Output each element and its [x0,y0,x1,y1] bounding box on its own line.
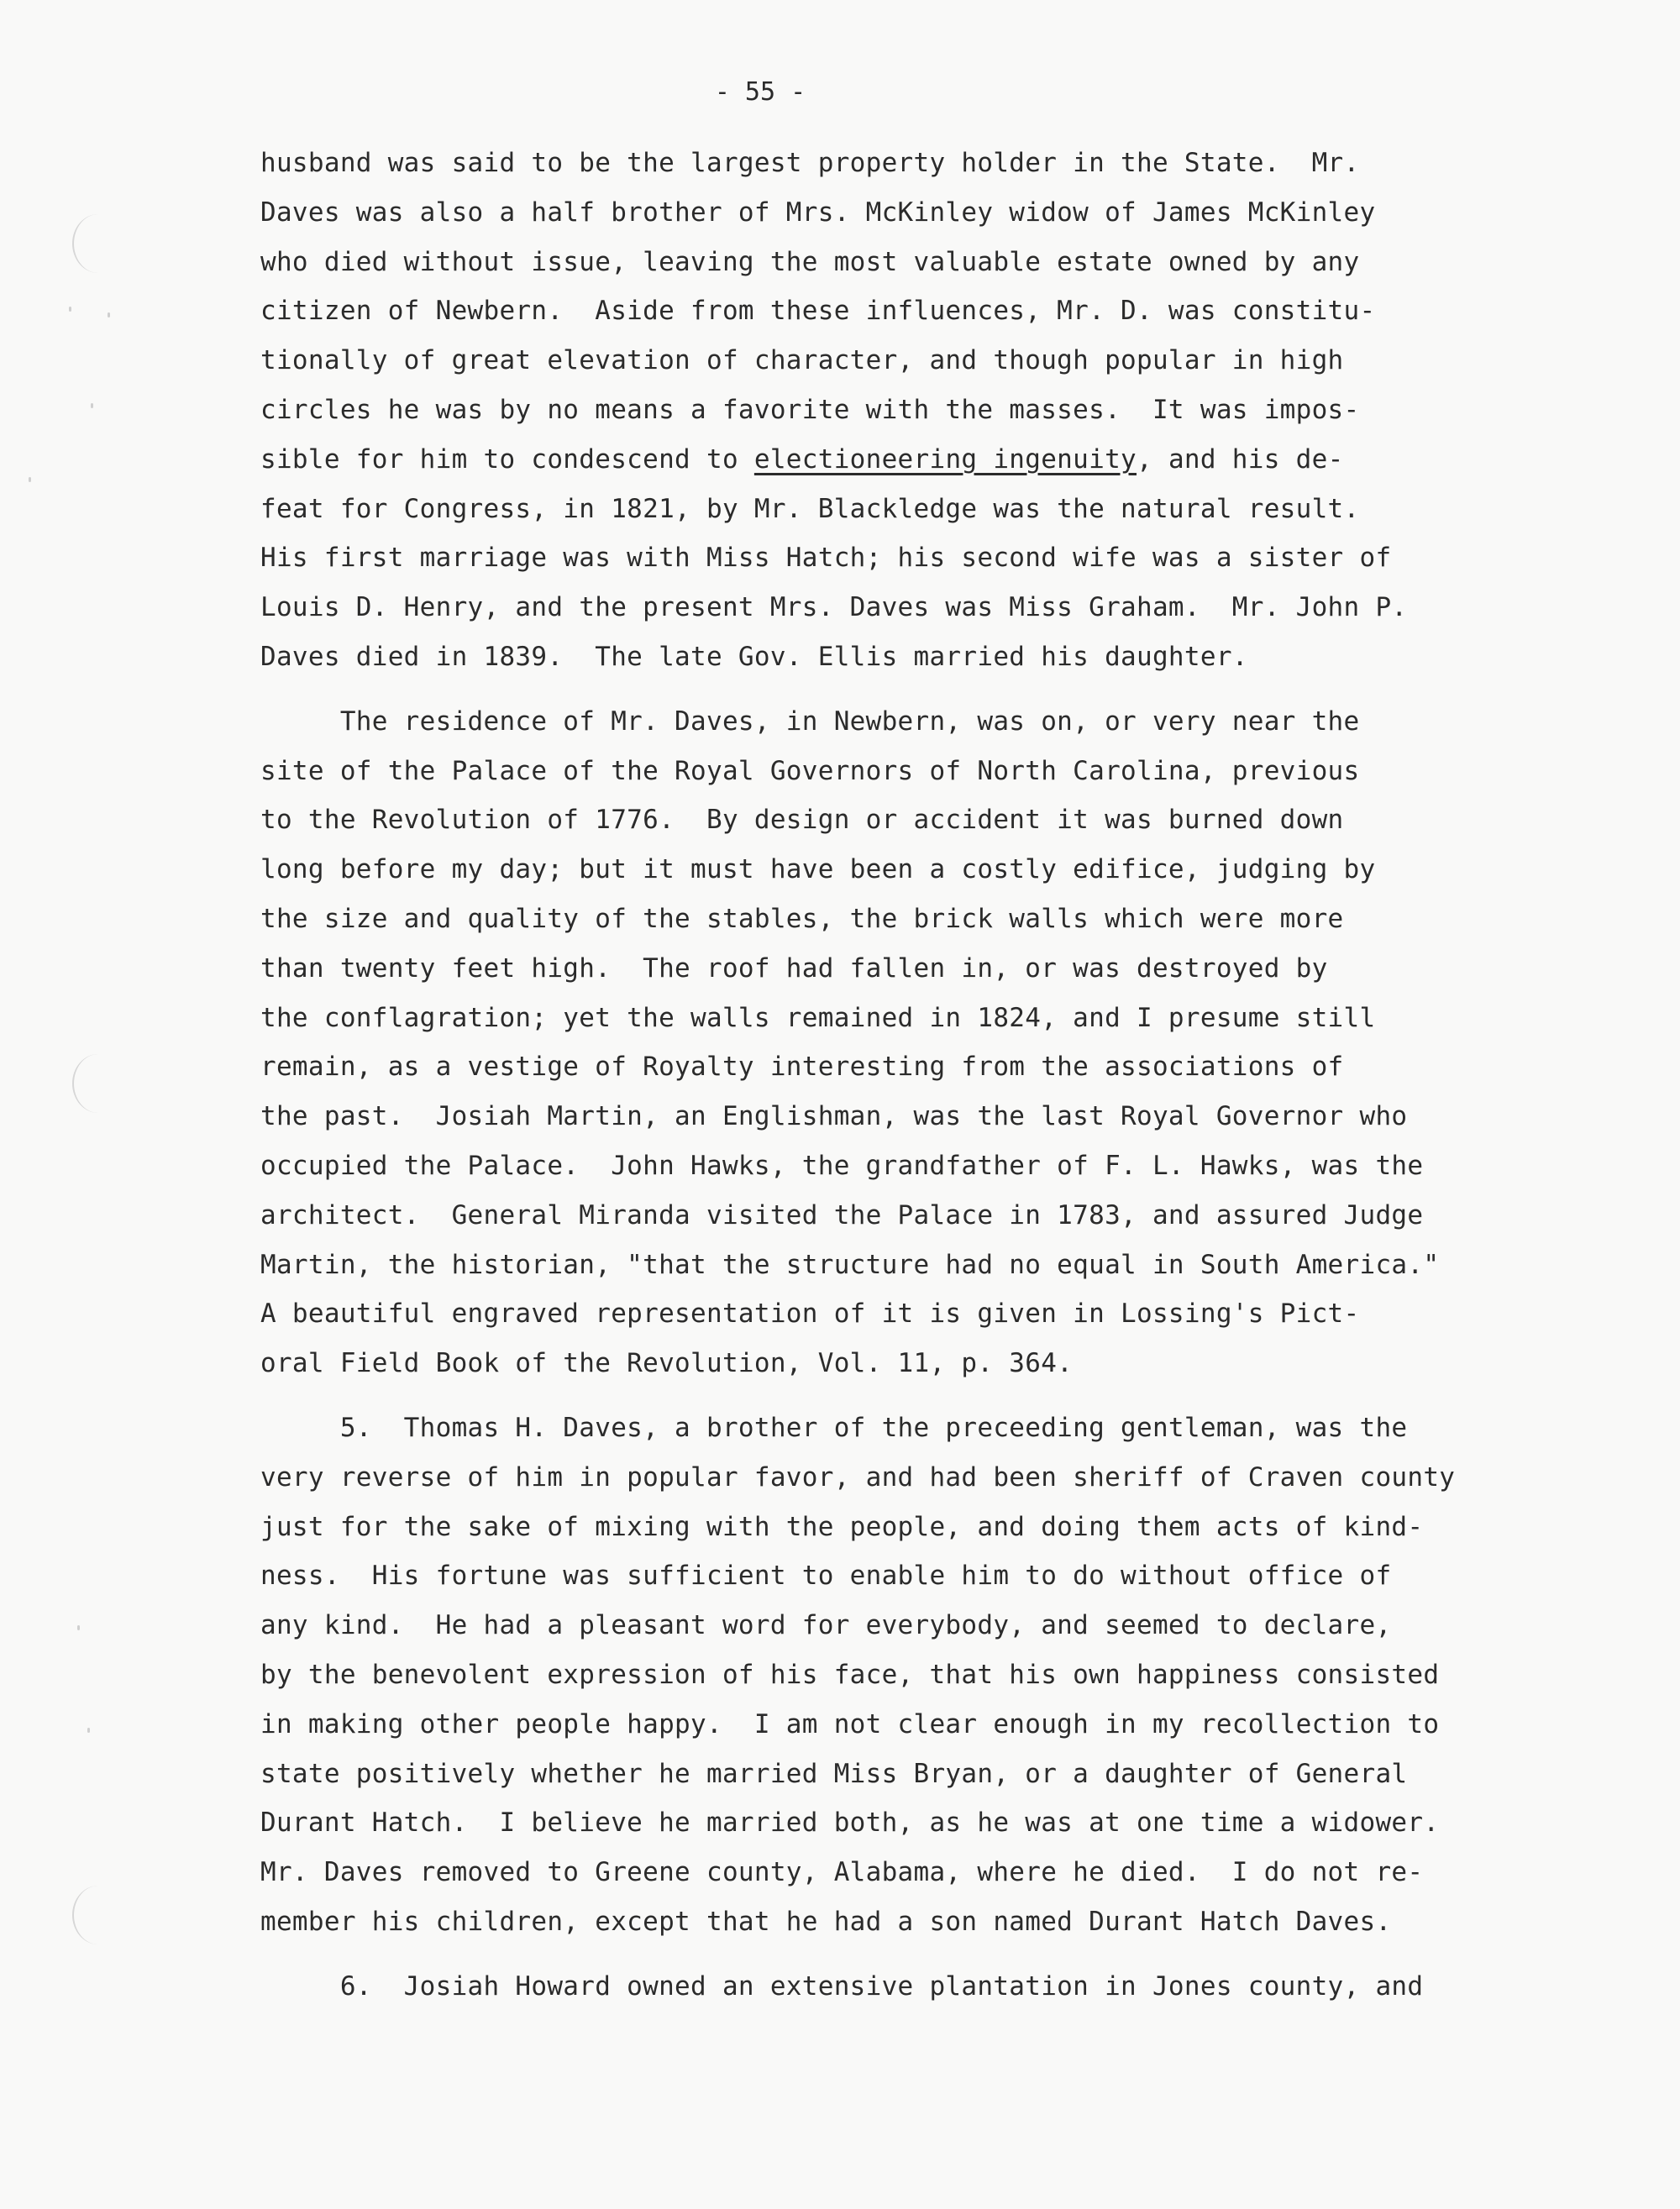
text-line: husband was said to be the largest property holder in the State. Mr. [260,148,1360,178]
paragraph-4 [260,1962,1520,2012]
text-line: by the benevolent expression of his face, that his own happiness consisted [260,1659,1440,1690]
punch-hole [72,1886,124,1944]
text-line: citizen of Newbern. Aside from these influences, Mr. D. was constitu- [260,296,1376,327]
text-line: the conflagration; yet the walls remained in 1824, and I presume still [260,1002,1376,1033]
text-line: tionally of great elevation of character, and though popular in high [260,345,1344,376]
text-line: state positively whether he married Miss Bryan, or a daughter of General [260,1758,1408,1789]
text-line: feat for Congress, in 1821, by Mr. Blackledge was the natural result. [260,493,1360,524]
text-line: 6. Josiah Howard owned an extensive plantation in Jones county, and [260,1970,1424,2002]
paragraph-1 [260,139,1520,682]
text-line: the size and quality of the stables, the brick walls which were more [260,903,1344,934]
text-line: long before my day; but it must have been a costly edifice, judging by [260,854,1376,885]
text-line: who died without issue, leaving the most valuable estate owned by any [260,246,1360,277]
text-line: site of the Palace of the Royal Governors of North Carolina, previous [260,755,1360,786]
text-line: ness. His fortune was sufficient to enable him to do without office of [260,1561,1392,1592]
paragraph-2 [260,697,1520,1388]
text-line: the past. Josiah Martin, an Englishman, was the last Royal Governor who [260,1101,1408,1132]
text-line: architect. General Miranda visited the Palace in 1783, and assured Judge [260,1199,1424,1230]
text-line: member his children, except that he had a son named Durant Hatch Daves. [260,1906,1392,1937]
text-line: A beautiful engraved representation of it is given in Lossing's Pict- [260,1299,1360,1330]
punch-hole [72,214,124,273]
text-line: Martin, the historian, "that the structure had no equal in South America." [260,1249,1440,1280]
text-segment: sible for him to condescend to [260,443,754,475]
text-line: remain, as a vestige of Royalty interesting from the associations of [260,1052,1344,1083]
text-line: any kind. He had a pleasant word for everybody, and seemed to declare, [260,1610,1392,1641]
text-line: Louis D. Henry, and the present Mrs. Daves was Miss Graham. Mr. John P. [260,592,1408,623]
page-number: - 55 - [714,77,806,107]
text-line: to the Revolution of 1776. By design or accident it was burned down [260,805,1344,836]
paragraph-3 [260,1404,1520,1947]
text-line: oral Field Book of the Revolution, Vol. 11, p. 364. [260,1348,1074,1379]
scan-speck [77,1625,80,1630]
text-line: Daves died in 1839. The late Gov. Ellis married his daughter. [260,641,1248,672]
text-line [260,435,1520,485]
body-text [260,139,1520,2026]
text-line: circles he was by no means a favorite with the masses. It was impos- [260,394,1360,425]
punch-hole [72,1054,124,1113]
scan-speck [29,477,31,482]
text-line: in making other people happy. I am not clear enough in my recollection to [260,1708,1440,1739]
scan-speck [108,312,110,317]
text-line: 5. Thomas H. Daves, a brother of the preceeding gentleman, was the [260,1412,1408,1443]
text-line: Daves was also a half brother of Mrs. McKinley widow of James McKinley [260,197,1376,228]
text-line: Durant Hatch. I believe he married both, as he was at one time a widower. [260,1808,1440,1839]
scan-speck [87,1728,90,1733]
text-line: His first marriage was with Miss Hatch; his second wife was a sister of [260,543,1392,574]
scan-speck [69,307,71,312]
text-line: very reverse of him in popular favor, and had been sheriff of Craven county [260,1461,1456,1493]
text-line: Mr. Daves removed to Greene county, Alabama, where he died. I do not re- [260,1857,1424,1888]
underlined-phrase: electioneering ingenuity [753,443,1137,475]
text-segment: , and his de- [1137,443,1344,475]
text-line: The residence of Mr. Daves, in Newbern, was on, or very near the [260,706,1360,737]
text-line: occupied the Palace. John Hawks, the grandfather of F. L. Hawks, was the [260,1150,1424,1181]
text-line: just for the sake of mixing with the people, and doing them acts of kind- [260,1511,1424,1542]
text-line: than twenty feet high. The roof had fallen in, or was destroyed by [260,952,1328,984]
scan-speck [91,403,93,408]
